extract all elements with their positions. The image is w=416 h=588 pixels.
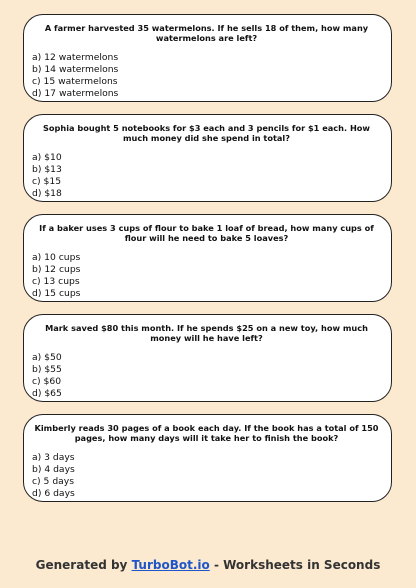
question-card xyxy=(23,414,392,502)
question-card xyxy=(23,14,392,102)
answer-option: c) 13 cups xyxy=(32,276,80,287)
question-text: Sophia bought 5 notebooks for $3 each and 3 pencils for $1 each. How much money did she spend in total? xyxy=(43,123,370,143)
question-card xyxy=(23,114,392,202)
footer-suffix: - Worksheets in Seconds xyxy=(209,558,381,572)
answer-option: b) $13 xyxy=(32,163,62,175)
answer-option: d) $65 xyxy=(32,388,62,400)
footer-prefix: Generated by xyxy=(35,558,132,572)
answer-option: c) $15 xyxy=(32,176,62,187)
answer-option: a) $10 xyxy=(32,151,62,163)
answer-option: b) $55 xyxy=(32,363,62,375)
answer-options xyxy=(32,52,381,101)
answer-options xyxy=(32,352,381,401)
answer-option: b) 14 watermelons xyxy=(32,63,119,75)
answer-option: a) 3 days xyxy=(32,451,75,463)
question-list xyxy=(23,14,393,514)
question-text: A farmer harvested 35 watermelons. If he sells 18 of them, how many watermelons are left? xyxy=(44,23,369,43)
answer-option: d) 6 days xyxy=(32,488,75,500)
answer-option: b) 12 cups xyxy=(32,263,81,275)
answer-option: a) 10 cups xyxy=(32,251,81,263)
answer-option: d) 15 cups xyxy=(32,288,81,300)
question-text: Kimberly reads 30 pages of a book each day. If the book has a total of 150 pages, how many days will it take her to finish the book? xyxy=(34,423,379,443)
answer-options xyxy=(32,152,381,201)
answer-option: c) 5 days xyxy=(32,476,75,487)
footer xyxy=(0,558,416,572)
answer-option: d) $18 xyxy=(32,188,62,200)
question-text: Mark saved $80 this month. If he spends $25 on a new toy, how much money will he have left? xyxy=(45,323,368,343)
question-card xyxy=(23,314,392,402)
turbobot-link[interactable]: TurboBot.io xyxy=(131,558,210,572)
question-text: If a baker uses 3 cups of flour to bake 1 loaf of bread, how many cups of flour will he need to bake 5 loaves? xyxy=(39,223,374,243)
answer-option: d) 17 watermelons xyxy=(32,88,119,100)
question-card xyxy=(23,214,392,302)
answer-option: c) $60 xyxy=(32,376,62,387)
answer-options xyxy=(32,252,381,301)
answer-option: b) 4 days xyxy=(32,463,75,475)
answer-option: a) $50 xyxy=(32,351,62,363)
answer-option: c) 15 watermelons xyxy=(32,76,118,87)
answer-options xyxy=(32,452,381,501)
answer-option: a) 12 watermelons xyxy=(32,51,119,63)
